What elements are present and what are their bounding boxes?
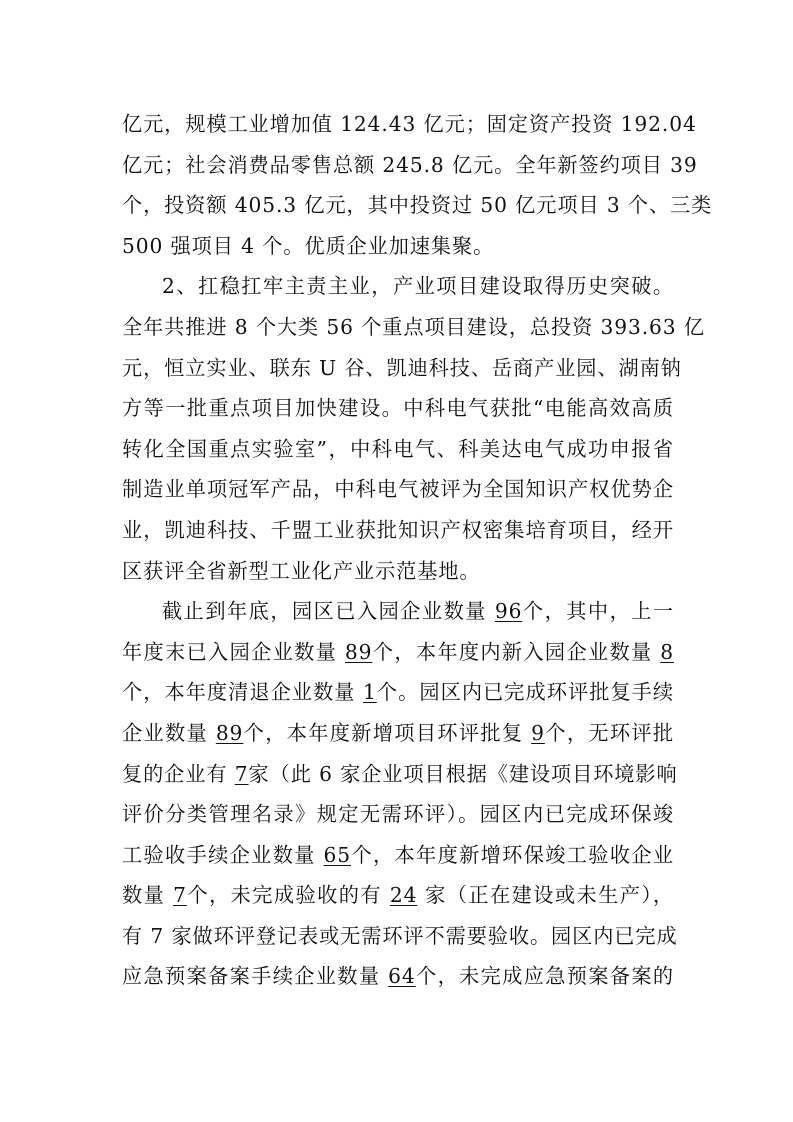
- text-segment: 评价分类管理名录》规定无需环评）。园区内已完成环保竣: [122, 802, 674, 827]
- text-segment: 应急预案备案手续企业数量: [122, 964, 389, 989]
- text-segment: 个。园区内已完成环评批复手续: [376, 680, 675, 705]
- paragraph-1-line-3: 个，投资额 405.3 亿元，其中投资过 50 亿元项目 3 个、三类: [122, 193, 713, 218]
- paragraph-2-line-1: 2、扛稳扛牢主责主业，产业项目建设取得历史突破。: [162, 274, 674, 299]
- paragraph-3-line-9: [122, 916, 678, 957]
- text-segment: 个，本年度新增项目环评批复: [243, 720, 532, 745]
- text-segment: 复的企业有: [122, 761, 235, 786]
- text-segment: 数量: [122, 883, 174, 908]
- paragraph-3-line-5: [122, 754, 678, 795]
- paragraph-3-line-4: [122, 713, 674, 754]
- paragraph-2-line-6: 制造业单项冠军产品，中科电气被评为全国知识产权优势企: [122, 477, 674, 502]
- underlined-number: 1: [363, 680, 377, 705]
- text-segment: 企业数量: [122, 720, 216, 745]
- paragraph-1-line-2: 亿元；社会消费品零售总额 245.8 亿元。全年新签约项目 39: [122, 152, 698, 177]
- underlined-number: 8: [660, 639, 674, 664]
- text-segment: 家（此 6 家企业项目根据《建设项目环境影响: [248, 761, 678, 786]
- underlined-number: 96: [494, 599, 523, 624]
- paragraph-3-line-1: [122, 591, 674, 632]
- text-segment: 个，未完成验收的有: [186, 883, 390, 908]
- paragraph-1-line-4: 500 强项目 4 个。优质企业加速集聚。: [122, 233, 495, 258]
- text-segment: 年度末已入园企业数量: [122, 639, 345, 664]
- text-segment: 个，本年度清退企业数量: [122, 680, 364, 705]
- text-segment: 有 7 家做环评登记表或无需环评不需要验收。园区内已完成: [122, 923, 678, 948]
- text-segment: 个，无环评批: [544, 720, 675, 745]
- paragraph-3-line-3: [122, 672, 674, 713]
- paragraph-3-line-2: [122, 632, 674, 673]
- paragraph-3-line-8: [122, 875, 674, 916]
- paragraph-3-line-7: [122, 835, 674, 876]
- paragraph-2-line-5: 转化全国重点实验室”，中科电气、科美达电气成功申报省: [122, 436, 674, 461]
- text-segment: 截止到年底，园区已入园企业数量: [162, 599, 495, 624]
- underlined-number: 64: [388, 964, 416, 989]
- paragraph-1-line-1: 亿元，规模工业增加值 124.43 亿元；固定资产投资 192.04: [122, 112, 697, 136]
- text-segment: 家（正在建设或未生产），: [417, 883, 674, 908]
- underlined-number: 89: [344, 639, 373, 664]
- underlined-number: 9: [531, 720, 545, 745]
- underlined-number: 7: [173, 883, 187, 908]
- paragraph-2-line-8: 区获评全省新型工业化产业示范基地。: [122, 558, 481, 583]
- paragraph-2-line-7: 业，凯迪科技、千盟工业获批知识产权密集培育项目，经开: [122, 517, 674, 542]
- underlined-number: 89: [215, 720, 244, 745]
- text-segment: 个，其中，上一: [522, 599, 674, 624]
- text-segment: 个，本年度内新入园企业数量: [372, 639, 661, 664]
- paragraph-3-line-10: [122, 956, 674, 997]
- underlined-number: 7: [234, 761, 249, 786]
- underlined-number: 24: [389, 883, 418, 908]
- paragraph-2-line-2: 全年共推进 8 个大类 56 个重点项目建设，总投资 393.63 亿: [122, 314, 705, 339]
- paragraph-2-line-4: 方等一批重点项目加快建设。中科电气获批“电能高效高质: [122, 396, 674, 421]
- text-segment: 个，未完成应急预案备案的: [415, 964, 674, 989]
- paragraph-2-line-3: 元，恒立实业、联东 U 谷、凯迪科技、岳商产业园、湖南钠: [122, 355, 682, 380]
- underlined-number: 65: [323, 842, 352, 867]
- document-body: [122, 104, 713, 997]
- text-segment: 个，本年度新增环保竣工验收企业: [351, 842, 674, 867]
- paragraph-3-line-6: [122, 794, 674, 835]
- text-segment: 工验收手续企业数量: [122, 842, 324, 867]
